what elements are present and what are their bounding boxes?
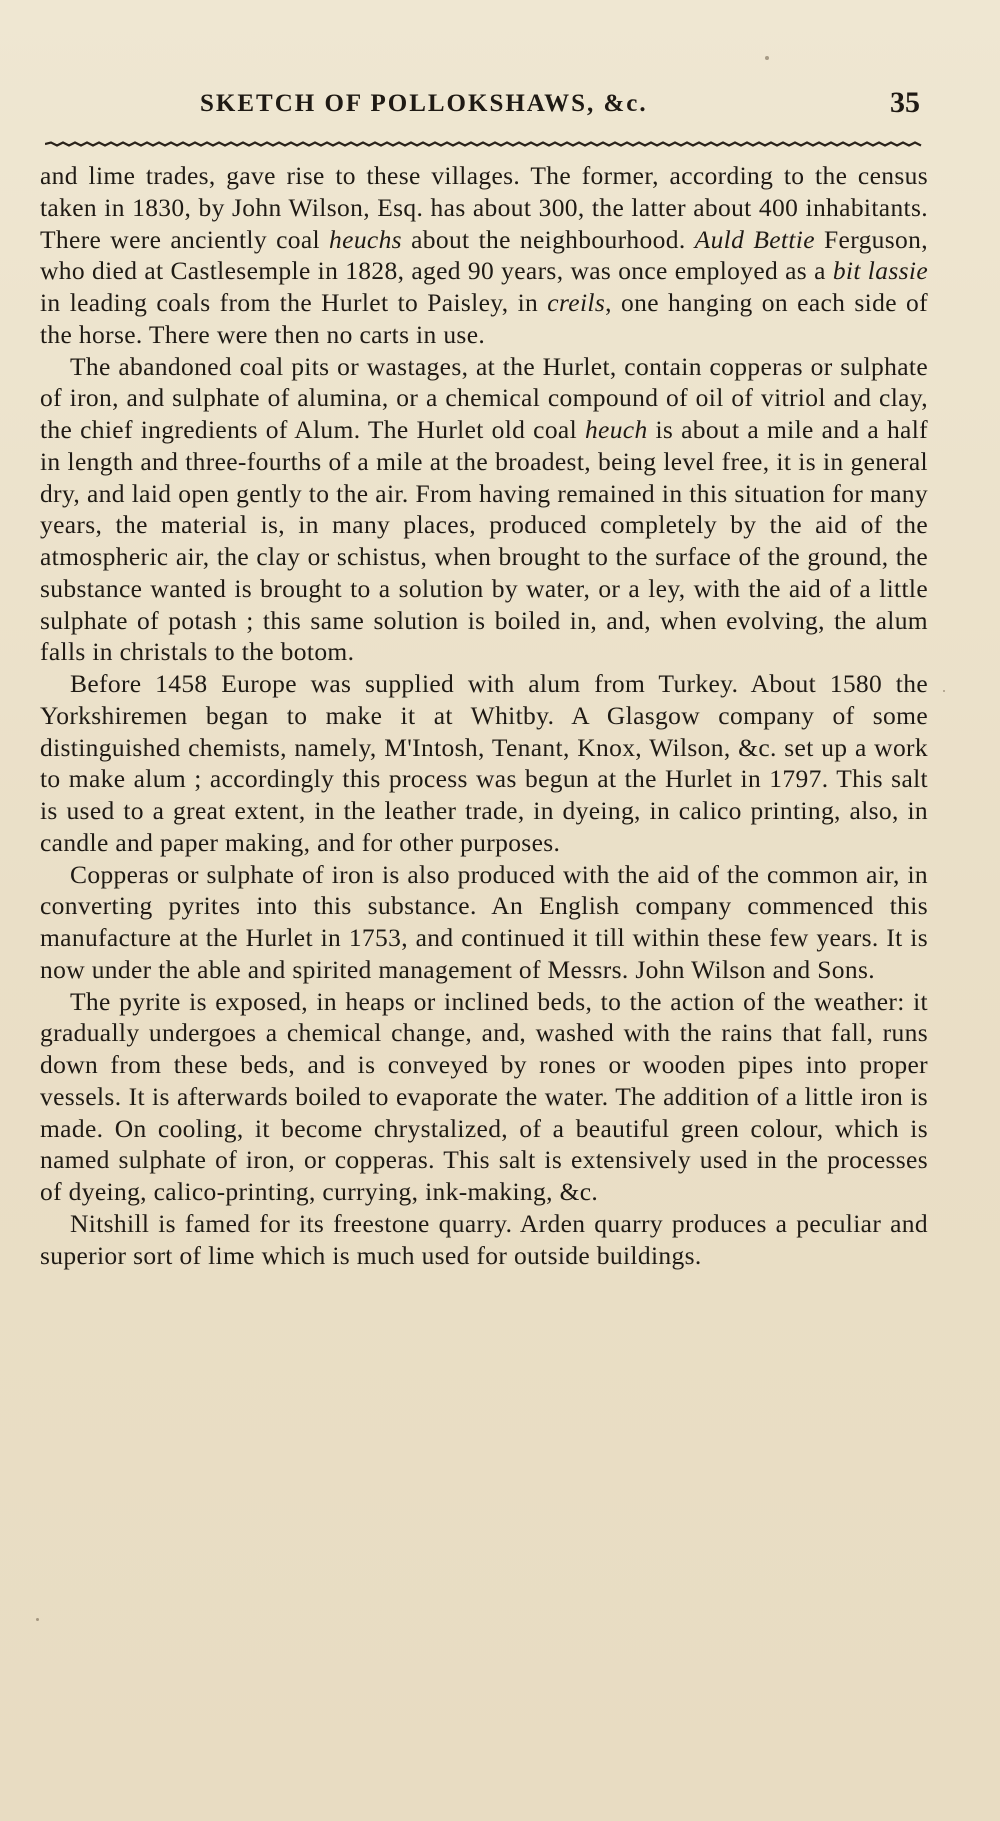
text-run: Ferguson, who died at Castlesemple in 1828, aged 90 years, was once employed as a — [40, 224, 935, 286]
running-title: SKETCH OF POLLOKSHAWS, &c. — [200, 90, 648, 117]
paragraph — [40, 1208, 935, 1272]
text-run: Nitshill is famed for its freestone quarry. Arden quarry produces a peculiar and superior sort of lime which is much used for outside buildings. — [40, 1208, 935, 1270]
paragraph — [40, 859, 935, 986]
text-run: is about a mile and a half in length and three-fourths of a mile at the broadest, being level free, it is in general dry, and laid open gently to the air. From having remained in this situation for many years, the material is, in many places, produced completely by the aid of the atmospheric air, the clay or schistus, when brought to the surface of the ground, the substance wanted is brought to a solution by water, or a ley, with the aid of a little sulphate of potash ; this same solution is boiled in, and, when evolving, the alum falls in christals to the botom. — [40, 415, 935, 667]
paper-blemish — [36, 1618, 39, 1621]
page-number: 35 — [890, 86, 920, 119]
italic-text-run: Auld Bettie — [694, 224, 815, 254]
paper-blemish — [765, 56, 769, 60]
paragraph — [40, 986, 935, 1208]
page-header — [50, 86, 920, 126]
italic-text-run: creils — [547, 288, 606, 317]
decorative-rule — [45, 140, 925, 148]
text-run: The pyrite is exposed, in heaps or inclined beds, to the action of the weather: it gradually undergoes a chemical change, and, washed with the rains that fall, runs down from these beds, and is conveyed by rones or wooden pipes into proper vessels. It is afterwards boiled to evaporate the water. The addition of a little iron is made. On cooling, it become chrystalized, of a beautiful green colour, which is named sulphate of iron, or copperas. This salt is extensively used in the processes of dyeing, calico-printing, currying, ink-making, &c. — [40, 986, 935, 1206]
text-run: Before 1458 Europe was supplied with alum from Turkey. About 1580 the Yorkshiremen began to make it at Whitby. A Glasgow company of some distinguished chemists, namely, M'Intosh, Tenant, Knox, Wilson, &c. set up a work to make alum ; accordingly this process was begun at the Hurlet in 1797. This salt is used to a great extent, in the leather trade, in dyeing, in calico printing, also, in candle and paper making, and for other purposes. — [40, 669, 935, 857]
paragraph — [40, 351, 935, 669]
text-run: and lime trades, gave rise to these villages. The former, according to the census taken in 1830, by John Wilson, Esq. has about 300, the latter about 400 inhabitants. There were anciently coal — [40, 161, 935, 254]
text-run: The abandoned coal pits or wastages, at the Hurlet, contain copperas or sulphate of iron, and sulphate of alumina, or a chemical compound of oil of vitriol and clay, the chief ingredients of Alum. The Hurlet old coal — [40, 351, 935, 444]
paper-blemish — [943, 690, 945, 692]
body-text — [40, 160, 935, 1271]
italic-text-run: bit lassie — [832, 256, 928, 286]
text-run: Copperas or sulphate of iron is also produced with the aid of the common air, in converting pyrites into this substance. An English company commenced this manufacture at the Hurlet in 1753, and continued it till within these few years. It is now under the able and spirited management of Messrs. John Wilson and Sons. — [40, 859, 935, 984]
text-run: in leading coals from the Hurlet to Paisley, in — [40, 256, 935, 317]
paragraph — [40, 668, 935, 859]
italic-text-run: heuchs — [329, 224, 402, 254]
text-run: about the neighbourhood. — [401, 224, 695, 254]
paragraph — [40, 160, 935, 351]
text-run: , one hanging on each side of the horse. There were then no carts in use. — [40, 288, 935, 349]
italic-text-run: heuch — [584, 415, 648, 444]
